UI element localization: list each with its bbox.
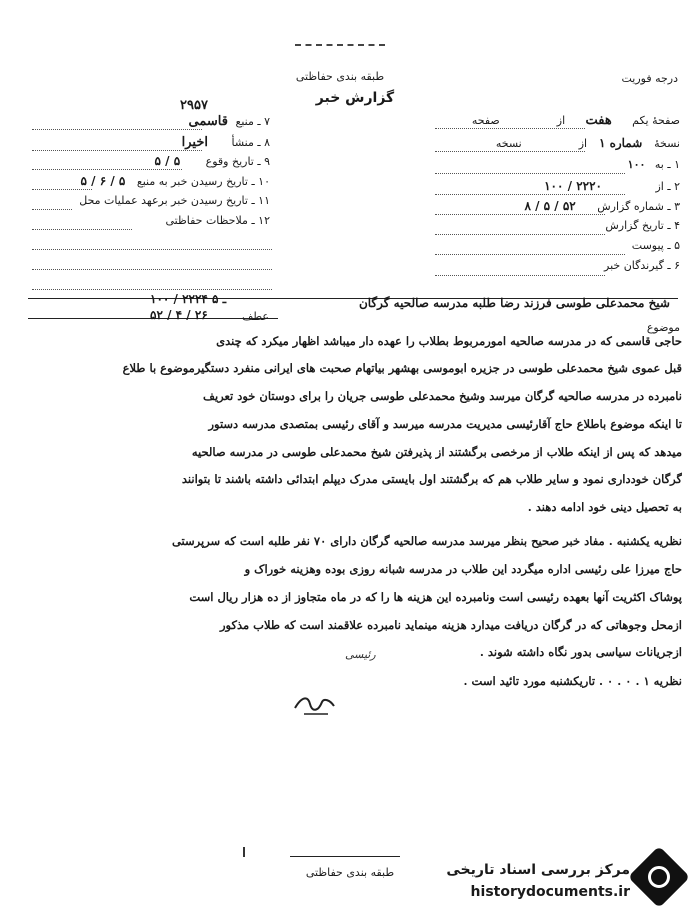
field-security-notes [30,214,270,227]
reference-label: عطف [242,310,269,323]
field-attachment [420,239,680,252]
field-received-date-value: ۵ / ۶ / ۵ [80,174,126,188]
field-source-value: قاسمی [188,114,228,129]
dots-r2 [435,151,585,152]
field-recipients [420,259,680,272]
dots-l4 [32,189,92,190]
dots-r7 [435,254,625,255]
dots-r1 [435,128,585,129]
final-opinion: نظریه ۱ . ۰ . ۰ . تاریکشنبه مورد تائید است . [463,674,682,688]
field-copy-value: شماره ۱ [598,136,643,150]
field-security-notes-label: ۱۲ ـ ملاحظات حفاظتی [165,214,270,227]
subject-label: موضوع [646,321,680,334]
field-report-number-label: ۳ ـ شماره گزارش [597,200,680,213]
field-source-label: ۷ ـ منبع [235,115,270,128]
priority-label: درجه فوریت [621,72,678,85]
dots-r8 [435,275,605,276]
classification-top: طبقه بندی حفاظتی [295,70,385,83]
field-copy-unit: نسخه [495,137,522,150]
signature-mark [290,690,340,720]
field-ops-date-label: ۱۱ ـ تاریخ رسیدن خبر برعهد عملیات محل [79,194,270,207]
dots-l6 [32,229,132,230]
field-occurrence-date [30,154,270,168]
field-received-date [30,174,270,188]
field-copy-of: از [578,137,588,150]
body-line: نامبرده در مدرسه صالحیه گرگان میرسد وشیخ محمدعلی طوسی جریان را برای دوستان خود تعریف [203,389,682,403]
dots-l8 [32,269,272,270]
field-copy [420,136,680,150]
dots-l1 [32,129,202,130]
body-line: تا اینکه موضوع باطلاع حاج آقارئیسی مدیریت مدرسه میرسد و آقای رئیسی بمتصدی مدرسه دستور [208,417,682,431]
field-page-unit: صفحه [471,114,500,127]
body-line: قبل عموی شیخ محمدعلی طوسی در جزیره ابوموسی بهشهر بیاتهام صحبت های ایرانی منفرد دستگیرموضوع با طلاع [122,361,682,375]
dots-r5 [435,214,605,215]
body-line: به تحصیل دینی خود ادامه دهند . [527,500,682,514]
field-report-date-label: ۴ ـ تاریخ گزارش [605,219,680,232]
opinion-line: ازجریانات سیاسی بدور نگاه داشته شوند . [479,645,682,659]
opinion-line: حاج میرزا علی رئیسی اداره میگردد این طلاب در مدرسه شبانه روزی بوده وهزینه خوراک و [244,562,682,576]
field-received-date-label: ۱۰ ـ تاریخ رسیدن خبر به منبع [136,175,270,188]
field-page-value: هفت [585,113,612,128]
field-from [420,179,680,193]
field-source [30,114,270,129]
field-ops-date [30,194,270,207]
dots-l9 [32,289,272,290]
scan-mark-top [295,44,385,52]
dots-l5 [32,209,72,210]
field-report-date [420,219,680,232]
dots-r3 [435,173,625,174]
field-origin-value: اخیرا [181,135,208,150]
dots-l2 [32,150,202,151]
classification-bottom: طبقه بندی حفاظتی [305,866,395,879]
dots-l7 [32,249,272,250]
source-number: ۲۹۵۷ [180,98,208,113]
handwritten-note: رئیسی [345,648,376,661]
body-line: گرگان خودداری نمود و سایر طلاب هم که برگشتند اول بایستی مدرک دیپلم ابتدائی داشته باشند تا بتوانند [181,472,682,486]
archive-logo-ring-icon [648,866,670,888]
field-from-value: ۲۲۲۰ / ۱۰۰ [544,179,602,193]
field-origin [30,135,270,150]
dots-r6 [435,234,605,235]
body-line: حاجی قاسمی که در مدرسه صالحیه امورمربوط بطلاب را عهده دار میباشد اظهار میکرد که چندی [216,334,682,348]
opinion-line: ازمحل وجوهاتی که در گرگان دریافت میدارد هزینه مینماید نامبرده علاقمند است که طلاب مذکور [219,618,682,632]
field-to [420,158,680,171]
field-copy-label: نسخهٔ [654,137,680,150]
field-recipients-label: ۶ ـ گیرندگان خبر [604,259,680,272]
field-occurrence-date-value: ۵ / ۵ [154,154,181,168]
field-to-label: ۱ ـ به [654,158,680,171]
field-report-number-value: ۵۲ / ۵ / ۸ [524,199,576,213]
separator-bottom [290,856,400,857]
reference-line2: ۵۲ / ۴ / ۲۶ [150,308,208,322]
opinion-line: نظریه یکشنبه . مفاد خبر صحیح بنظر میرسد مدرسه صالحیه گرگان دارای ۷۰ نفر طلبه است که سرپرستی [171,534,682,548]
reference-line1: ۱۰۰ / ۲۲۲۴ ـ ۵ [150,292,227,306]
field-origin-label: ۸ ـ منشأ [231,136,270,149]
field-occurrence-date-label: ۹ ـ تاریخ وقوع [205,155,270,168]
page-title: گزارش خبر [315,90,395,106]
dots-r4 [435,194,625,195]
field-attachment-label: ۵ ـ پیوست [631,239,680,252]
field-page-of: از [556,114,566,127]
watermark-url: historydocuments.ir [470,884,630,900]
scan-mark-bottom [243,847,249,857]
opinion-line: پوشاک اکثریت آنها بعهده رئیسی است ونامبرده این هزینه ها را که در ماه متجاوز از ده هزار ریال است [189,590,682,604]
dots-l3 [32,169,182,170]
watermark-name: مرکز بررسی اسناد تاریخی [446,862,630,878]
body-line: میدهد که پس از اینکه طلاب از مرخصی برگشتند از پذیرفتن شیخ محمدعلی طوسی در مدرسه صالحیه [191,445,682,459]
subject-text: شیخ محمدعلی طوسی فرزند رضا طلبه مدرسه صالحیه گرگان [358,296,670,310]
field-to-value: ۱۰۰ [627,158,646,171]
field-page-label: صفحهٔ یکم [632,114,680,127]
field-page [420,113,680,128]
field-from-label: ۲ ـ از [655,180,680,193]
field-report-number [420,199,680,213]
